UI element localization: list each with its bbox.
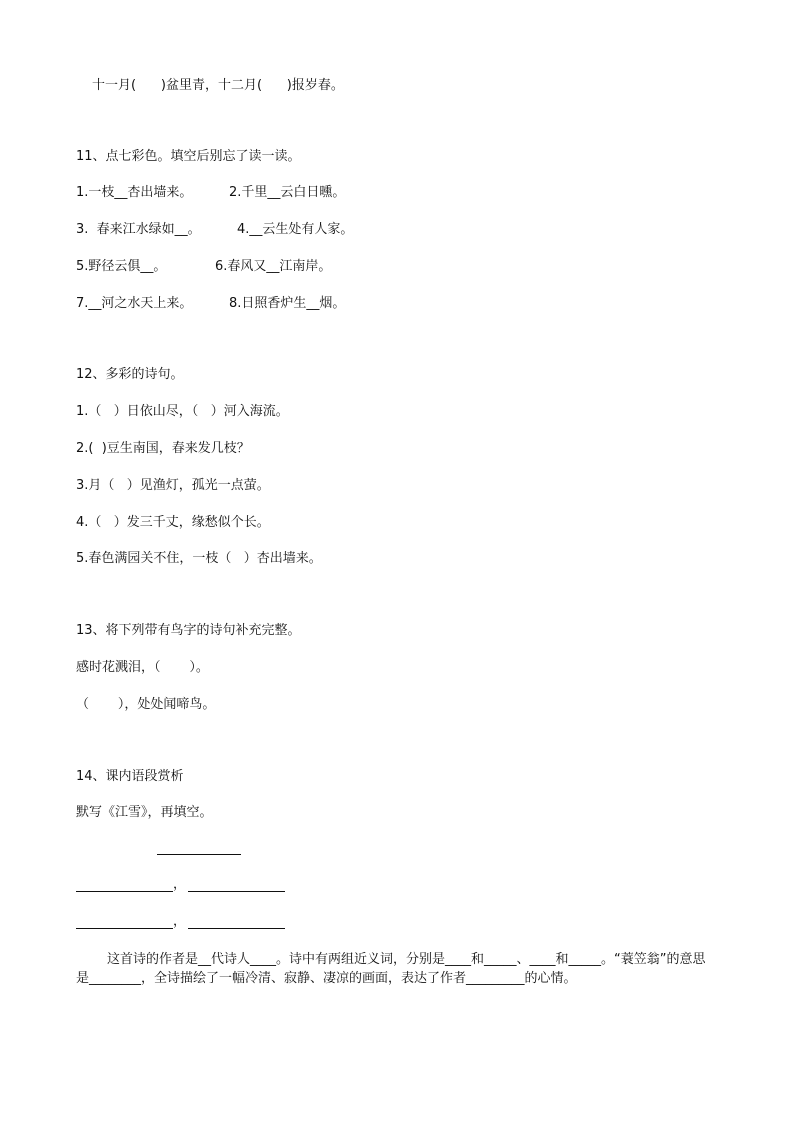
poem-line-1-blank-left[interactable] xyxy=(76,891,173,892)
question-12-item-1: 1.（ ）日依山尽，（ ）河入海流。 xyxy=(76,404,289,419)
month-verse-line: 十一月( )盆里青，十二月( )报岁春。 xyxy=(92,78,344,93)
poem-line-1-comma: ， xyxy=(173,877,187,892)
question-12-item-4: 4.（ ）发三千丈，缘愁似个长。 xyxy=(76,515,270,530)
question-11-item-8: 8.日照香炉生__烟。 xyxy=(229,296,346,311)
poem-line-2-blank-left[interactable] xyxy=(76,928,173,929)
question-12-item-2: 2.( )豆生南国，春来发几枝？ xyxy=(76,441,250,456)
question-12-item-3: 3.月（ ）见渔灯，孤光一点萤。 xyxy=(76,478,270,493)
question-11-item-1: 1.一枝__杏出墙来。 xyxy=(76,185,193,200)
poem-title-blank[interactable] xyxy=(157,854,241,855)
question-11-item-2: 2.千里__云白日曛。 xyxy=(229,185,346,200)
question-12-title: 12、多彩的诗句。 xyxy=(76,367,184,382)
question-11-item-4: 4.__云生处有人家。 xyxy=(237,222,354,237)
question-12-item-5: 5.春色满园关不住，一枝（ ）杏出墙来。 xyxy=(76,551,322,566)
poem-line-2-comma: ， xyxy=(173,914,187,929)
question-11-item-6: 6.春风又__江南岸。 xyxy=(215,259,332,274)
poem-line-1-blank-right[interactable] xyxy=(188,891,285,892)
question-11-item-3: 3. 春来江水绿如__。 xyxy=(76,222,201,237)
question-14-subtitle: 默写《江雪》，再填空。 xyxy=(76,805,213,820)
question-14-paragraph: 这首诗的作者是__代诗人____。诗中有两组近义词，分别是____和_____、____和_____。“蓑笠翁”的意思是________，全诗描绘了一幅冷清、寂静、凄凉的画面，表达了作者_________的心情。 xyxy=(76,952,706,986)
question-11-item-5: 5.野径云俱__。 xyxy=(76,259,167,274)
question-11-item-7: 7.__河之水天上来。 xyxy=(76,296,193,311)
poem-line-2-blank-right[interactable] xyxy=(188,928,285,929)
question-13-item-1: 感时花溅泪，（ ）。 xyxy=(76,660,209,675)
question-14-title: 14、课内语段赏析 xyxy=(76,769,184,784)
question-13-item-2: （ ），处处闻啼鸟。 xyxy=(76,697,216,712)
question-13-title: 13、将下列带有鸟字的诗句补充完整。 xyxy=(76,623,301,638)
question-11-title: 11、点七彩色。填空后别忘了读一读。 xyxy=(76,149,301,164)
